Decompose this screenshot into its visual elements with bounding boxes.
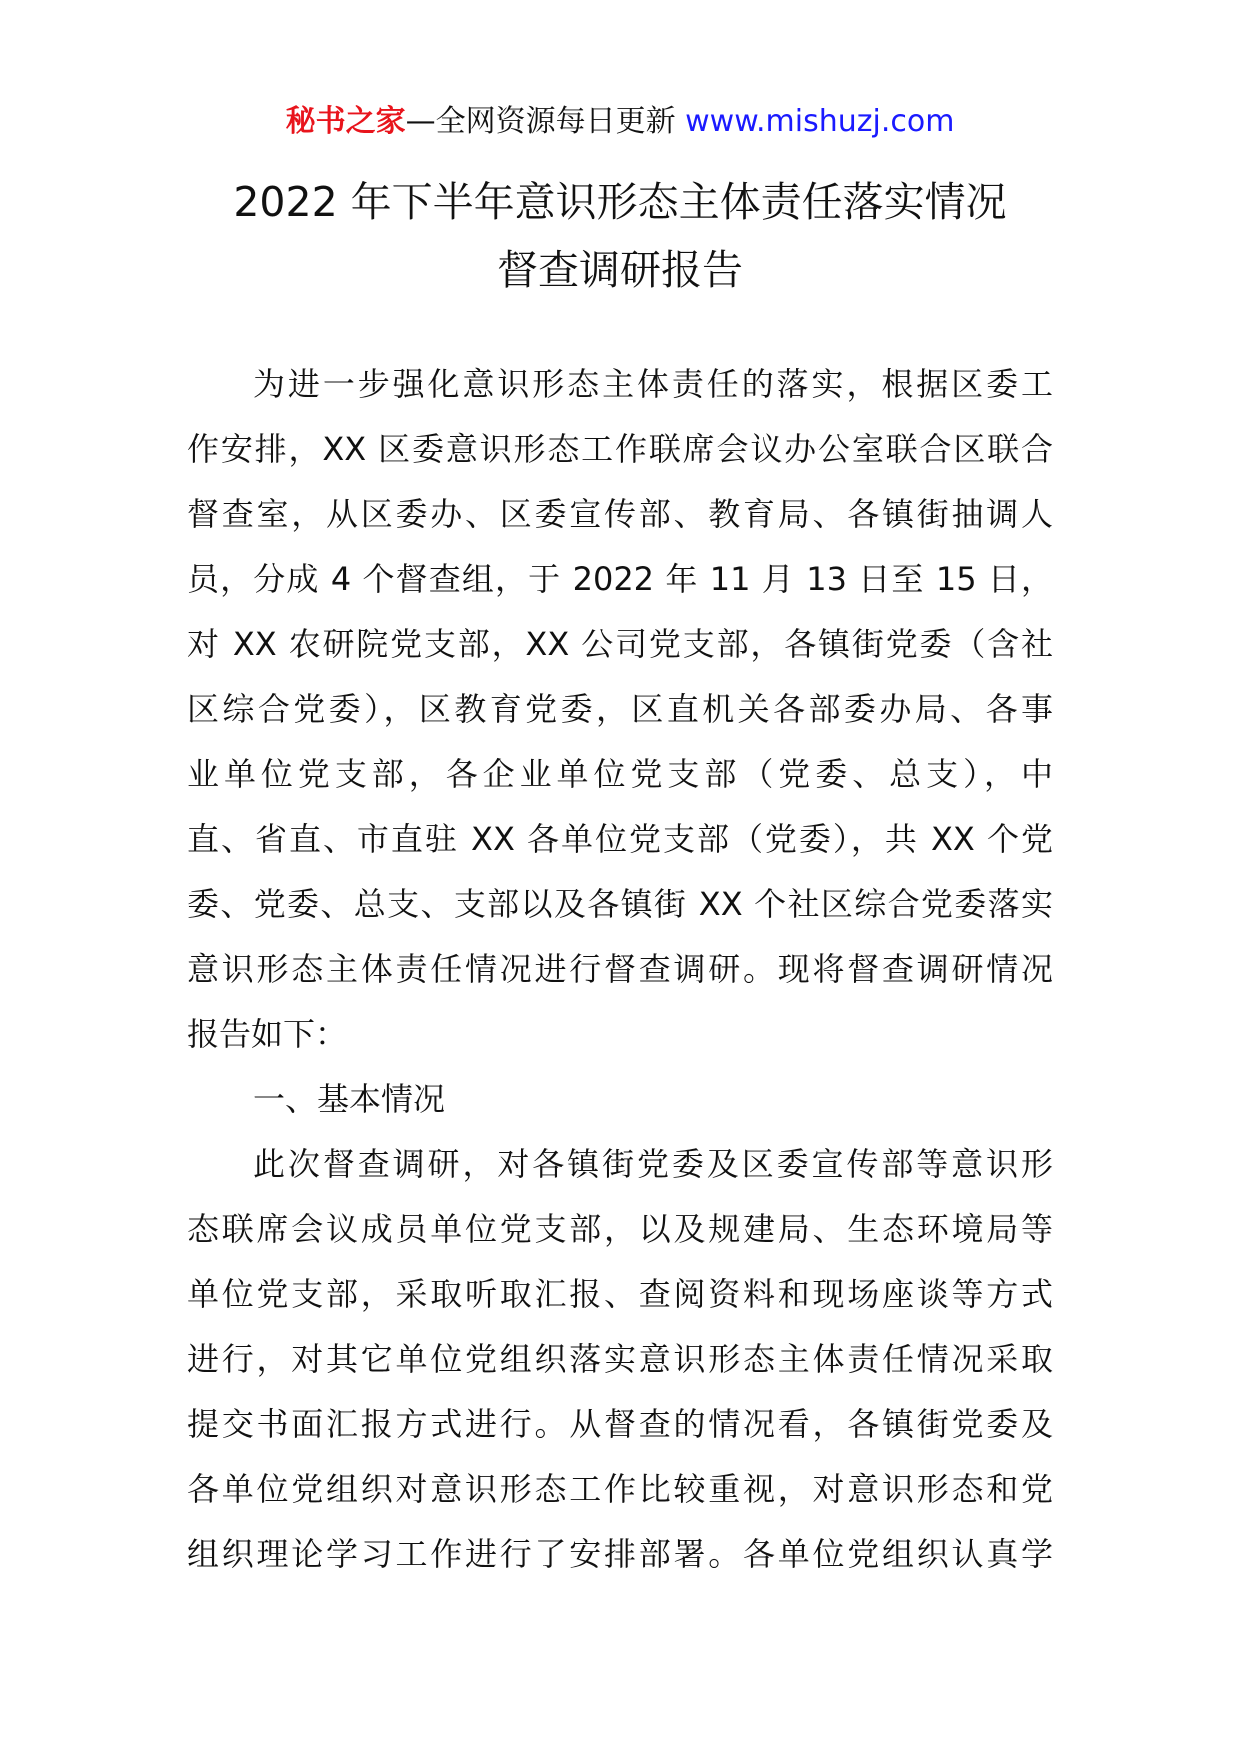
title-line-1: 2022 年下半年意识形态主体责任落实情况 xyxy=(233,178,1007,226)
brand-name: 秘书之家 xyxy=(285,104,406,139)
paragraph-line: 组织理论学习工作进行了安排部署。各单位党组织认真学 xyxy=(187,1535,1053,1573)
paragraph-line: 此次督查调研，对各镇街党委及区委宣传部等意识形 xyxy=(253,1145,1053,1183)
paragraph-line: 意识形态主体责任情况进行督查调研。现将督查调研情况 xyxy=(187,950,1053,988)
paragraph-line: 委、党委、总支、支部以及各镇街 XX 个社区综合党委落实 xyxy=(187,885,1053,923)
paragraph-line: 对 XX 农研院党支部，XX 公司党支部，各镇街党委（含社 xyxy=(187,625,1053,663)
header-slogan: —全网资源每日更新 xyxy=(405,104,686,139)
document-body xyxy=(187,352,1053,1587)
paragraph-line: 进行，对其它单位党组织落实意识形态主体责任情况采取 xyxy=(187,1340,1053,1378)
paragraph-line: 督查室，从区委办、区委宣传部、教育局、各镇街抽调人 xyxy=(187,495,1053,533)
paragraph-line: 区综合党委），区教育党委，区直机关各部委办局、各事 xyxy=(187,690,1053,728)
site-header xyxy=(0,100,1240,144)
paragraph-line: 各单位党组织对意识形态工作比较重视，对意识形态和党 xyxy=(187,1470,1053,1508)
paragraph-line: 员，分成 4 个督查组，于 2022 年 11 月 13 日至 15 日， xyxy=(187,560,1053,598)
paragraph-line: 提交书面汇报方式进行。从督查的情况看，各镇街党委及 xyxy=(187,1405,1053,1443)
paragraph-line: 业单位党支部，各企业单位党支部（党委、总支），中 xyxy=(187,755,1053,793)
paragraph-line: 单位党支部，采取听取汇报、查阅资料和现场座谈等方式 xyxy=(187,1275,1053,1313)
title-line-2: 督查调研报告 xyxy=(497,246,743,294)
site-url-link[interactable]: www.mishuzj.com xyxy=(685,104,955,139)
paragraph-line: 报告如下： xyxy=(187,1015,348,1053)
paragraph-line: 作安排，XX 区委意识形态工作联席会议办公室联合区联合 xyxy=(187,430,1053,468)
document-title xyxy=(0,168,1240,304)
section-heading: 一、基本情况 xyxy=(253,1080,446,1118)
paragraph-line: 态联席会议成员单位党支部，以及规建局、生态环境局等 xyxy=(187,1210,1053,1248)
paragraph-line: 为进一步强化意识形态主体责任的落实，根据区委工 xyxy=(253,365,1053,403)
paragraph-line: 直、省直、市直驻 XX 各单位党支部（党委），共 XX 个党 xyxy=(187,820,1053,858)
